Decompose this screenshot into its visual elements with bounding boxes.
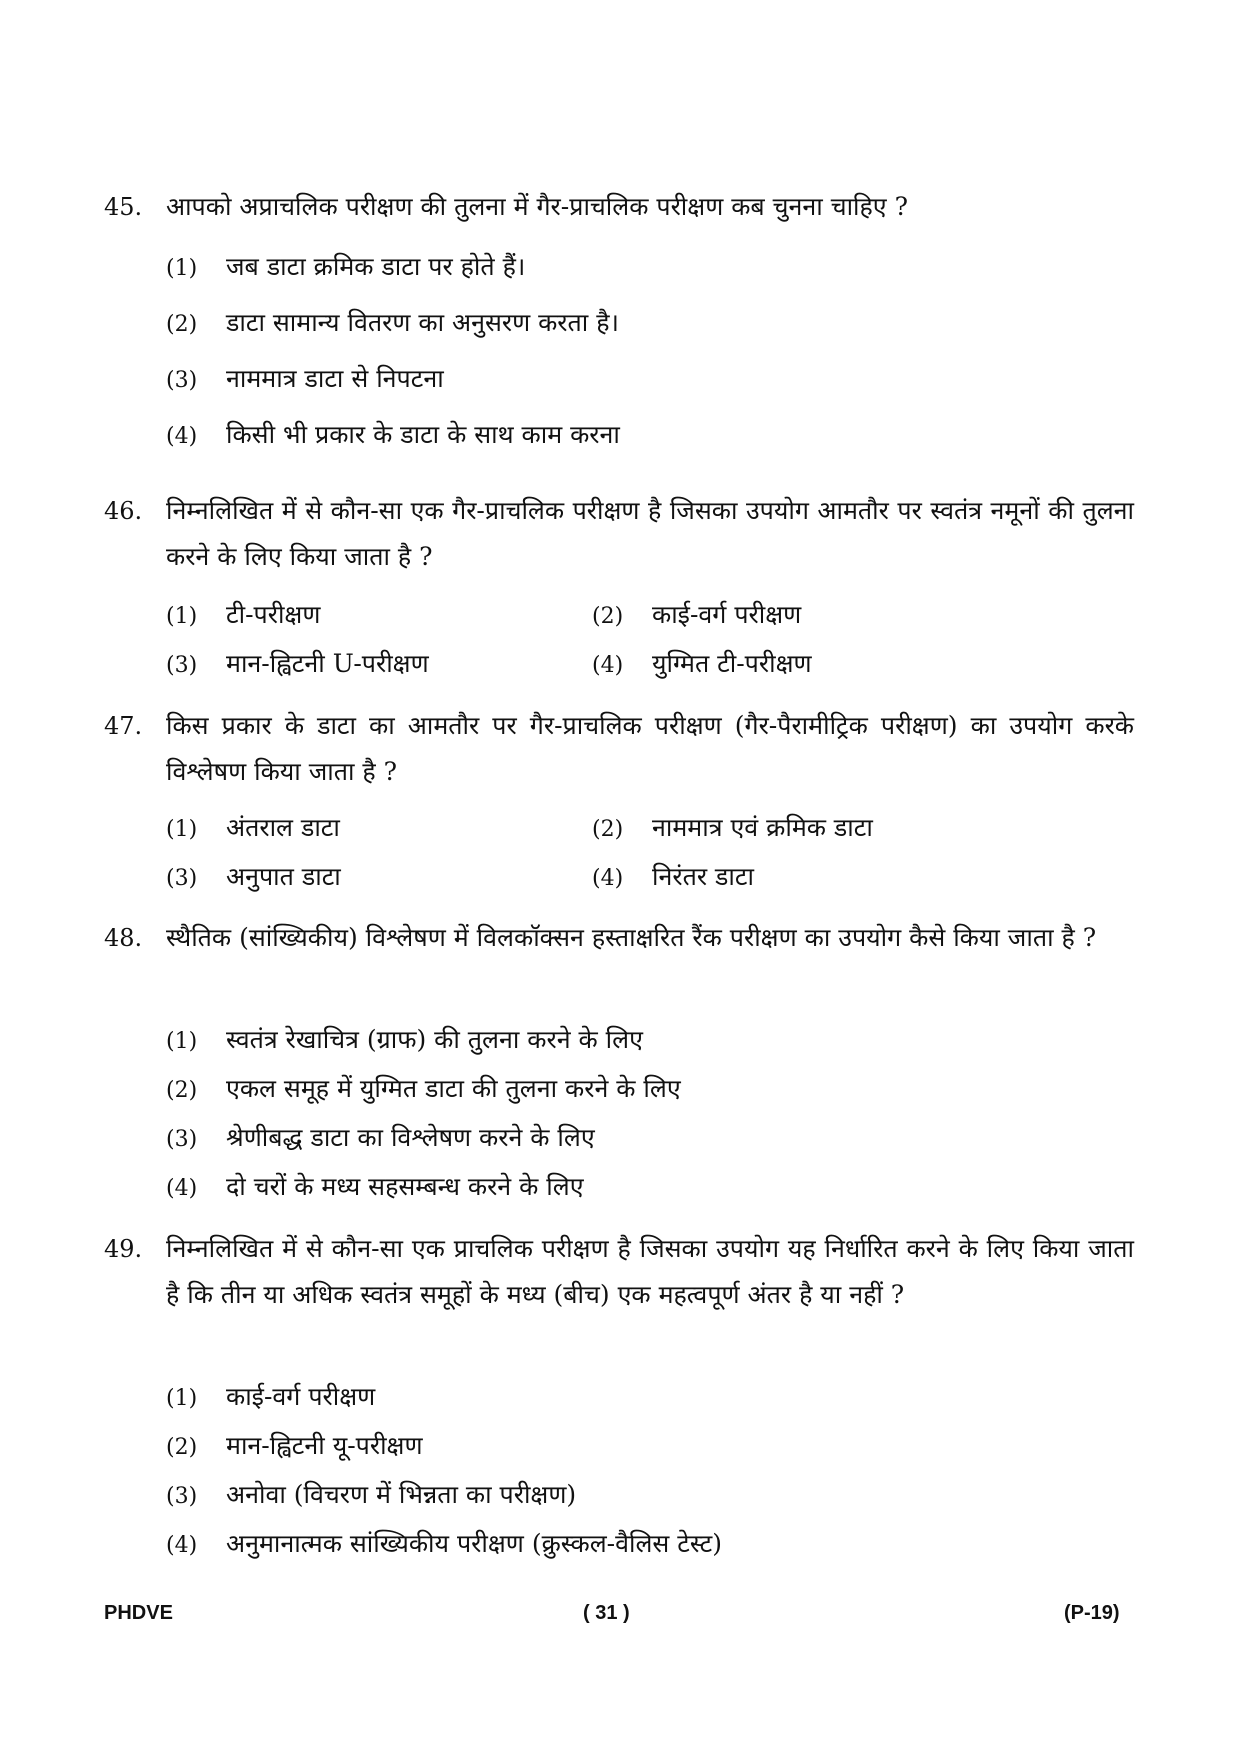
option-number: (1) [166,1386,198,1411]
question-text: किस प्रकार के डाटा का आमतौर पर गैर-प्राचलिक परीक्षण (गैर-पैरामीट्रिक परीक्षण) का उपयोग करके विश्लेषण किया जाता है ? [166,711,1134,786]
option-2 [592,592,801,638]
option-number: (2) [166,312,198,337]
option-text: नाममात्र एवं क्रमिक डाटा [652,813,873,842]
question-number: 46. [104,497,143,525]
option-text: डाटा सामान्य वितरण का अनुसरण करता है। [226,308,619,337]
footer-paper-code: PHDVE [104,1602,173,1624]
option-2 [166,1066,681,1112]
option-text: अनुपात डाटा [226,862,341,891]
question-number: 45. [104,193,143,221]
option-number: (1) [166,1029,198,1054]
option-3 [166,641,429,687]
question-number: 47. [104,712,143,740]
option-text: निरंतर डाटा [652,862,754,891]
option-number: (3) [166,1484,198,1509]
option-4 [166,1164,584,1210]
option-1 [166,592,320,638]
option-number: (3) [166,866,198,891]
option-number: (4) [166,1533,198,1558]
option-4 [592,854,754,900]
option-number: (1) [166,256,198,281]
option-1 [166,244,525,290]
option-3 [166,356,444,402]
option-number: (2) [166,1435,198,1460]
option-text: अनोवा (विचरण में भिन्नता का परीक्षण) [226,1480,577,1509]
option-number: (2) [592,817,624,842]
option-text: एकल समूह में युग्मित डाटा की तुलना करने के लिए [226,1074,681,1103]
footer-set-code: (P-19) [1064,1602,1120,1624]
page-number: ( 31 ) [583,1602,630,1624]
option-number: (4) [592,866,624,891]
option-2 [166,1423,423,1469]
option-text: अंतराल डाटा [226,813,340,842]
option-number: (3) [166,368,198,393]
option-text: श्रेणीबद्ध डाटा का विश्लेषण करने के लिए [226,1123,595,1152]
option-number: (2) [166,1078,198,1103]
option-4 [166,412,620,458]
question-number: 49. [104,1235,143,1263]
option-text: जब डाटा क्रमिक डाटा पर होते हैं। [226,252,526,281]
option-number: (2) [592,604,624,629]
option-4 [166,1521,722,1567]
option-3 [166,1472,576,1518]
option-text: काई-वर्ग परीक्षण [226,1382,376,1411]
option-4 [592,641,812,687]
question-number: 48. [104,924,143,952]
question-text: निम्नलिखित में से कौन-सा एक गैर-प्राचलिक परीक्षण है जिसका उपयोग आमतौर पर स्वतंत्र नमूनों की तुलना करने के लिए किया जाता है ? [166,496,1134,571]
option-number: (1) [166,817,198,842]
question-text: स्थैतिक (सांख्यिकीय) विश्लेषण में विलकॉक्सन हस्ताक्षरित रैंक परीक्षण का उपयोग कैसे किया जाता है ? [166,923,1097,952]
option-number: (4) [166,1176,198,1201]
option-text: नाममात्र डाटा से निपटना [226,364,444,393]
option-1 [166,1374,375,1420]
option-text: टी-परीक्षण [226,600,321,629]
option-number: (4) [592,653,624,678]
option-number: (1) [166,604,198,629]
option-text: युग्मित टी-परीक्षण [652,649,812,678]
option-text: मान-ह्विटनी यू-परीक्षण [226,1431,423,1460]
option-text: किसी भी प्रकार के डाटा के साथ काम करना [226,420,620,449]
question-text: आपको अप्राचलिक परीक्षण की तुलना में गैर-प्राचलिक परीक्षण कब चुनना चाहिए ? [166,192,908,221]
option-text: दो चरों के मध्य सहसम्बन्ध करने के लिए [226,1172,584,1201]
option-1 [166,805,340,851]
option-1 [166,1017,643,1063]
option-2 [166,300,619,346]
option-2 [592,805,873,851]
option-3 [166,1115,595,1161]
option-text: मान-ह्विटनी U-परीक्षण [226,649,429,678]
option-number: (3) [166,653,198,678]
question-text: निम्नलिखित में से कौन-सा एक प्राचलिक परीक्षण है जिसका उपयोग यह निर्धारित करने के लिए किया जाता है कि तीन या अधिक स्वतंत्र समूहों के मध्य (बीच) एक महत्वपूर्ण अंतर है या नहीं ? [166,1234,1134,1309]
option-text: स्वतंत्र रेखाचित्र (ग्राफ) की तुलना करने के लिए [226,1025,643,1054]
option-number: (3) [166,1127,198,1152]
option-3 [166,854,341,900]
option-text: काई-वर्ग परीक्षण [652,600,802,629]
option-number: (4) [166,424,198,449]
option-text: अनुमानात्मक सांख्यिकीय परीक्षण (क्रुस्कल-वैलिस टेस्ट) [226,1529,722,1558]
